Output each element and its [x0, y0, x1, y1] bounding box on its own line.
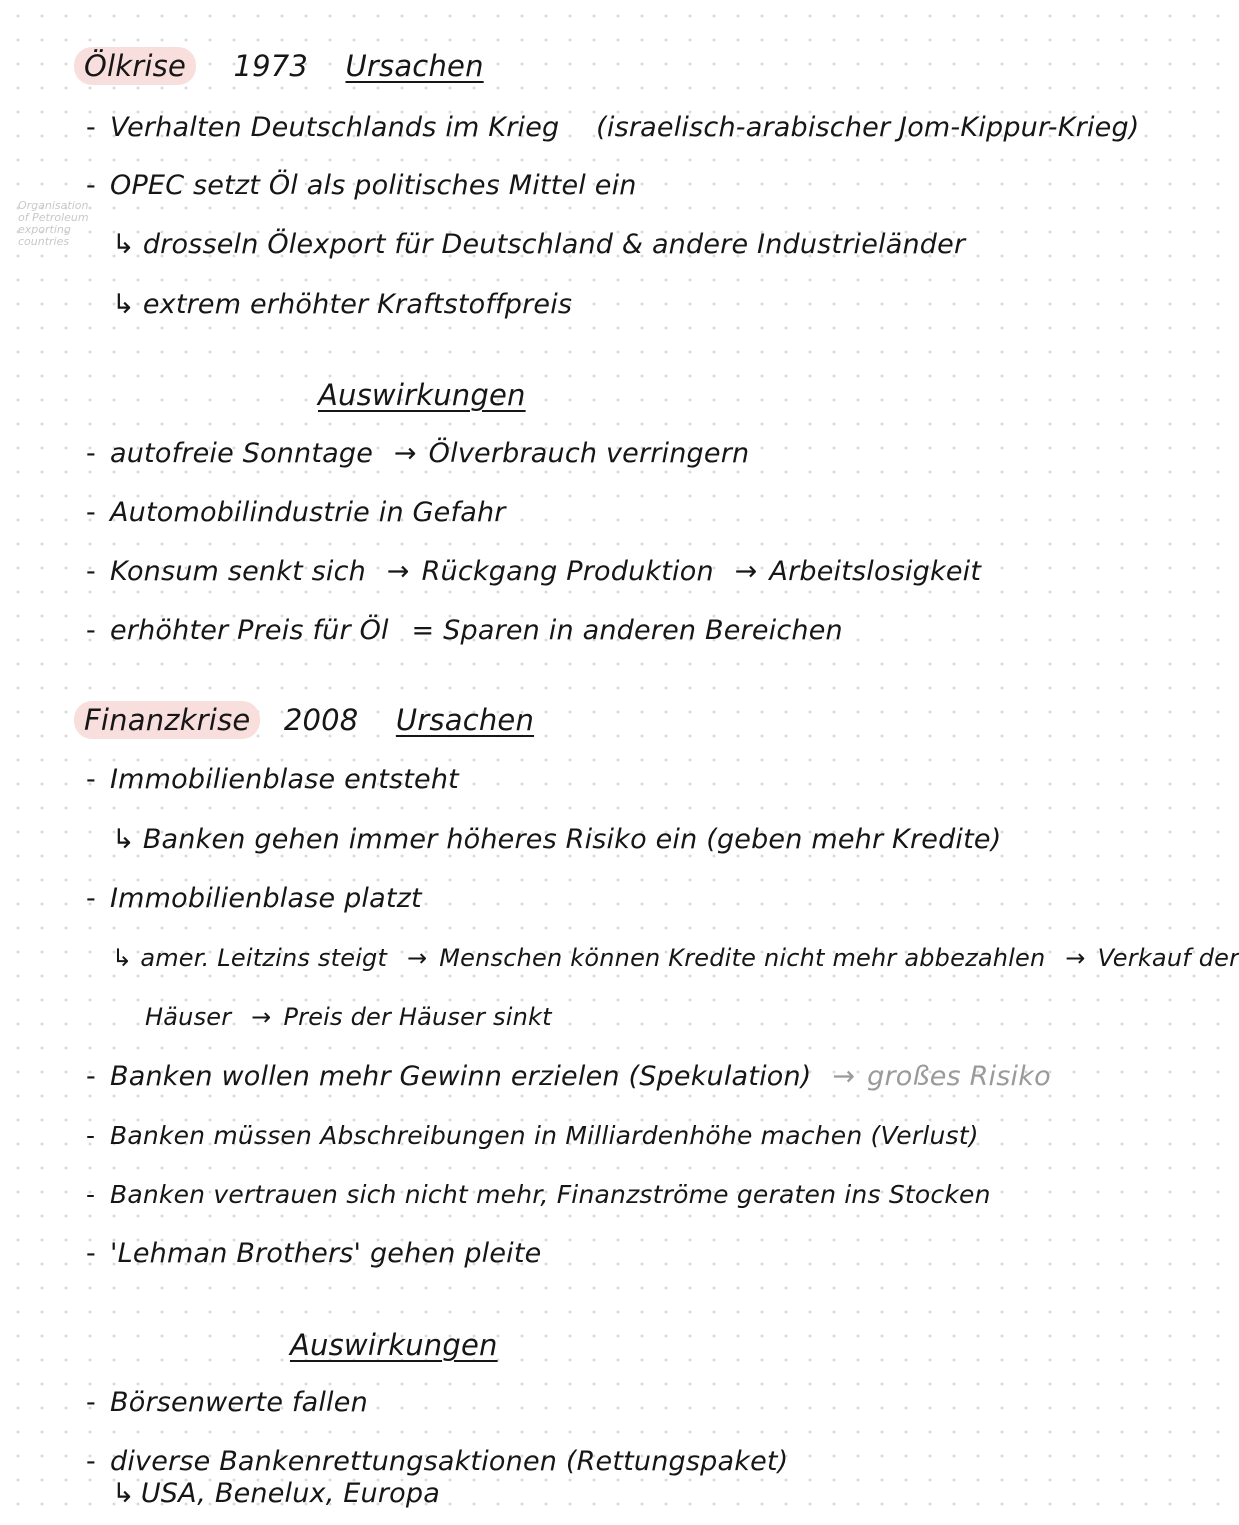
- fin-effect-2-sub: ↳ USA, Benelux, Europa: [112, 1478, 440, 1509]
- oil-effects-label: Auswirkungen: [318, 378, 526, 412]
- fin-cause-2-sub: ↳ amer. Leitzins steigt → Menschen können Kredite nicht mehr abbezahlen → Verkauf der: [112, 944, 1239, 972]
- oil-causes-label: Ursachen: [345, 49, 484, 83]
- fin-cause-5: - Banken vertrauen sich nicht mehr, Finanzströme geraten ins Stocken: [86, 1180, 991, 1209]
- fin-cause-2-sub-cont: Häuser → Preis der Häuser sinkt: [145, 1003, 552, 1031]
- financial-causes-label: Ursachen: [395, 703, 535, 737]
- financial-crisis-title: Finanzkrise: [74, 701, 260, 739]
- oil-cause-2: - OPEC setzt Öl als politisches Mittel ein: [86, 170, 637, 201]
- fin-cause-3: - Banken wollen mehr Gewinn erzielen (Spekulation) → großes Risiko: [86, 1061, 1051, 1092]
- oil-effect-3: - Konsum senkt sich → Rückgang Produktion → Arbeitslosigkeit: [86, 556, 982, 587]
- fin-cause-1-sub: ↳ Banken gehen immer höheres Risiko ein (geben mehr Kredite): [112, 824, 1002, 855]
- oil-cause-1: - Verhalten Deutschlands im Krieg (israelisch-arabischer Jom-Kippur-Krieg): [86, 112, 1140, 143]
- fin-cause-4: - Banken müssen Abschreibungen in Milliardenhöhe machen (Verlust): [86, 1121, 979, 1150]
- oil-crisis-title: Ölkrise: [74, 47, 196, 85]
- oil-crisis-year: 1973: [233, 49, 309, 83]
- fin-effect-2: - diverse Bankenrettungsaktionen (Rettungspaket): [86, 1446, 789, 1477]
- oil-effect-1: - autofreie Sonntage → Ölverbrauch verringern: [86, 438, 750, 469]
- financial-effects-label: Auswirkungen: [290, 1328, 498, 1362]
- financial-crisis-year: 2008: [283, 703, 359, 737]
- financial-crisis-heading: [84, 702, 534, 738]
- oil-effect-4: - erhöhter Preis für Öl = Sparen in anderen Bereichen: [86, 615, 843, 646]
- fin-cause-6: - 'Lehman Brothers' gehen pleite: [86, 1238, 542, 1269]
- fin-cause-1: - Immobilienblase entsteht: [86, 764, 459, 795]
- fin-cause-2: - Immobilienblase platzt: [86, 883, 422, 914]
- opec-side-note: Organisation of Petroleum exporting countries: [18, 199, 89, 248]
- oil-crisis-heading: [84, 48, 484, 84]
- oil-effect-2: - Automobilindustrie in Gefahr: [86, 497, 506, 528]
- fin-effect-1: - Börsenwerte fallen: [86, 1387, 368, 1418]
- oil-cause-2-sub-1: ↳ drosseln Ölexport für Deutschland & andere Industrieländer: [112, 229, 966, 260]
- oil-cause-2-sub-2: ↳ extrem erhöhter Kraftstoffpreis: [112, 289, 573, 320]
